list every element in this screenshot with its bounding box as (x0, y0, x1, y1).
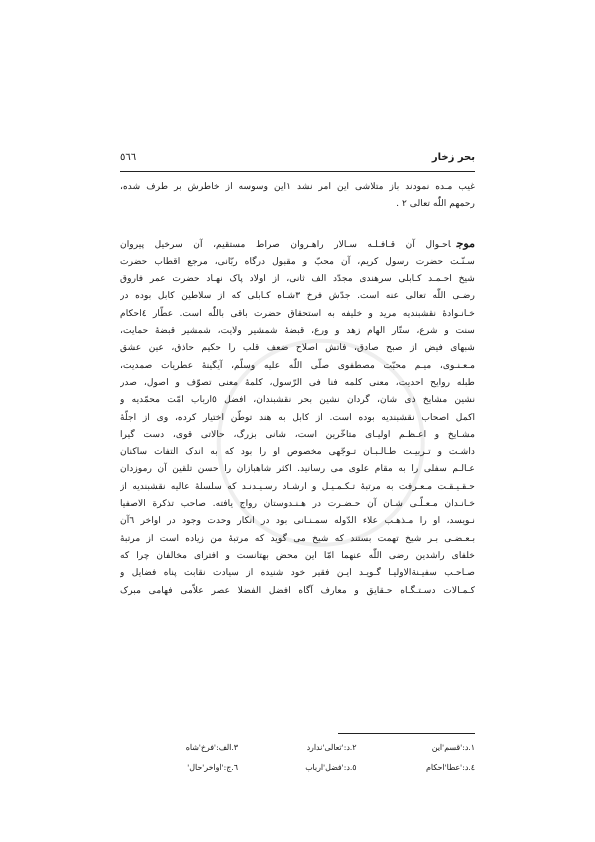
text-line: صـاحـب سفیـنةالاولیـا گـویـد ایـن فقیر خود شنیده از سیادت نقابت پناه فضایل و (120, 567, 475, 579)
footnote-rule (338, 733, 475, 734)
text-line: سنت و شرع، ستّار الهام زهد و ورع، قبضهٔ شمشیر ولایت، شمشیر قبضهٔ حمایت، (120, 325, 475, 337)
body-text (120, 178, 475, 599)
footnote: ٣.الف:'فرخ'شاه (185, 743, 238, 752)
footnote: ٥.د:'فضل'ارباب (305, 763, 357, 772)
section-heading: موج (456, 236, 475, 250)
text-line: خـانـدان مـعـلّـی شـان آن حـضـرت در هـنـدوستان رواج یافته. صاحب تذکرة الاصفیا (120, 498, 475, 510)
text-line: خلفای راشدین رضی اللّٰه عنهما امّا این محض بهتانست و افترای مخالفان چرا که (120, 549, 475, 561)
text-line: رضـی اللّٰه تعالی عنه است. جدّش فرخ ٣شـاه کـابلی که از سلاطین کابل بوده در (120, 290, 475, 302)
text-line: اکمل اصحاب نقشبندیه بوده است. از کابل به هند توطّن اختیار کرده، وی از اجلّهٔ (120, 411, 475, 423)
footnote-row (120, 758, 475, 778)
text-line: حـقـیـقـت مـعـرفت به مرتبهٔ تـکـمـیـل و ارشـاد رسـیـدنـد که سلسلهٔ عالیه نقشبندیه از (120, 480, 475, 492)
text-line: سـنّـت حضرت رسول کریم، آن محبّ و مقبول درگاه ربّانی، مرجع اقطاب حضرت (120, 255, 475, 267)
text-line: داشـت و تـربیـت طـالـبـان تـوجّهی مخصوص او را بود که به اندک التفات ساکنان (120, 446, 475, 458)
text-line: نشین مشایخ ذی شان، گردان نشین بحر نقشبندان، افضل ٥ارباب امّت محمّدیه و (120, 394, 475, 406)
page-number: ٥٦٦ (120, 152, 137, 163)
header-rule (120, 171, 475, 172)
footnotes (120, 738, 475, 778)
text-line: رحمهم اللّٰه تعالی ٢ . (396, 198, 475, 210)
text-line-with-heading: موجاحـوال آن قـافـلـه سـالار راهـروان صراط مستقیم، آن سرخیل پیروان (120, 236, 475, 250)
text-line: خـانـوادهٔ نقشبندیه مرید و خلیفه به استحقاق حضرت باقی باللّٰه است. عطّار ٤احکام (120, 307, 475, 319)
footnote: ١.د:'قسم'این (431, 743, 475, 752)
text-line: شیخ احـمـد کـابلی سرهندی مجدّد الف ثانی، از اولاد پاک نهـاد حضرت عمر فاروق (120, 273, 475, 285)
text-line: کـمـالات دسـتـگـاه حـقایق و معارف آگاه افضل الفضلا عصر علاّمی فهامی مبرک (120, 584, 475, 596)
footnote-row (120, 738, 475, 758)
footnote: ٦.ج:'اواخر'حال' (187, 763, 238, 772)
footnote: ٢.د:'تعالی'ندارد (306, 743, 357, 752)
main-paragraph (120, 235, 475, 599)
text-line: غیب مـده نمودند باز متلاشی این امر نشد ١این وسوسه از خاطرش بر طرف شده، (120, 181, 475, 192)
footnote: ٤.د:'عطا'احکام (426, 763, 475, 772)
text-line: عـالـم سفلی را به مقام علوی می رسانید. اکثر شاهبازان را حسن تلقین آن رموزدان (120, 463, 475, 475)
text-line: مشـایخ و اعـظـم اولیـای متاخّرین است، شانی بزرگ، حالاتی قوی، دست گیرا (120, 428, 475, 440)
text-line: بـعـضـی بـر شیخ تهمت بستند که شیخ می گوید که مرتبهٔ من زیاده است از مرتبهٔ (120, 532, 475, 544)
text-line: مـعـنـوی، میـم محبّت مصطفوی صلّی اللّٰه علیه وسلّم، آیگینهٔ عطریات صمدیت، (120, 359, 475, 371)
intro-paragraph (120, 178, 475, 213)
book-title: بحر زخار (431, 152, 475, 163)
running-header (120, 150, 475, 168)
text-line: شبهای فیض از صبح صادق، فاتش اصلاح ضعف قلب را حکیم حاذق، عین عشق (120, 342, 475, 354)
text-line: نـویسد، او را مـذهـب علاء الدّوله سمـنـانی بود در انکار وحدت وجود در اواخر ٦آن (120, 515, 475, 527)
text-line: طبله روایح احدیت، معنی کلمه فنا فی الرّسول، کلمهٔ معنی تصوّف و اصول، صدر (120, 376, 475, 388)
